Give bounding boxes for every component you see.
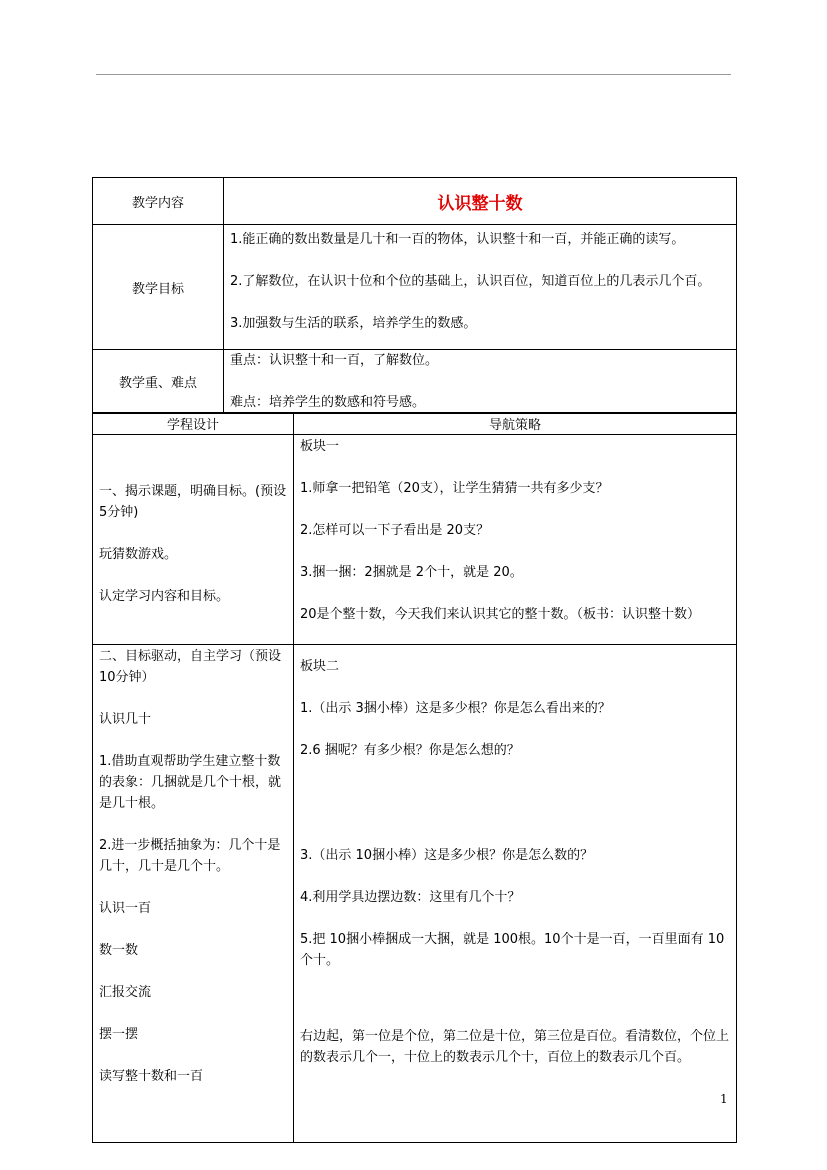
goal-item: 2.了解数位，在认识十位和个位的基础上，认识百位，知道百位上的几表示几个百。 <box>230 274 711 289</box>
goal-item: 3.加强数与生活的联系，培养学生的数感。 <box>230 316 477 331</box>
lesson-plan-table <box>92 177 737 414</box>
block2-item: 4.利用学具边摆边数：这里有几个十？ <box>300 890 521 905</box>
section2-item: 认识一百 <box>99 901 152 916</box>
goals-label: 教学目标 <box>93 225 224 350</box>
block1-item: 2.怎样可以一下子看出是 20支？ <box>300 523 490 538</box>
goals-content <box>224 225 737 350</box>
block1-item: 3.捆一捆：2捆就是 2个十，就是 20。 <box>300 565 523 580</box>
difficulty-point: 难点：培养学生的数感和符号感。 <box>230 395 426 410</box>
key-points-row <box>93 350 737 414</box>
key-point: 重点：认识整十和一百，了解数位。 <box>230 353 439 368</box>
block1-label: 板块一 <box>300 439 340 454</box>
title-label: 教学内容 <box>93 178 224 225</box>
block2-item: 1.（出示 3捆小棒）这是多少根？你是怎么看出来的？ <box>300 701 611 716</box>
section2-item: 认识几十 <box>99 712 152 727</box>
goals-row <box>93 225 737 350</box>
section2-left <box>93 645 294 1143</box>
block2-item: 右边起，第一位是个位，第二位是十位，第三位是百位。看清数位，个位上的数表示几个一，十位上的数表示几个十，百位上的数表示几个百。 <box>300 1029 730 1065</box>
header-rule <box>96 74 731 75</box>
lesson-title: 认识整十数 <box>224 178 737 225</box>
section2-item: 汇报交流 <box>99 985 152 1000</box>
block2-item: 3.（出示 10捆小棒）这是多少根？你是怎么数的？ <box>300 848 594 863</box>
section2-item: 读写整十数和一百 <box>99 1069 204 1084</box>
columns-row <box>93 413 737 435</box>
block1-item: 1.师拿一把铅笔（20支），让学生猜猜一共有多少支？ <box>300 481 609 496</box>
section1-item: 玩猜数游戏。 <box>99 547 178 562</box>
goal-item: 1.能正确的数出数量是几十和一百的物体，认识整十和一百，并能正确的读写。 <box>230 232 685 247</box>
column-header-left: 学程设计 <box>93 413 294 435</box>
section1-left <box>93 435 294 645</box>
section2-item: 1.借助直观帮助学生建立整十数的表象：几捆就是几个十根，就是几十根。 <box>99 754 282 811</box>
section2-heading: 二、目标驱动，自主学习（预设 10分钟） <box>99 649 282 685</box>
page-number: 1 <box>720 1092 728 1106</box>
column-header-right: 导航策略 <box>294 413 737 435</box>
section1-row <box>93 435 737 645</box>
block2-item: 2.6 捆呢？有多少根？你是怎么想的？ <box>300 743 520 758</box>
section2-item: 数一数 <box>99 943 139 958</box>
title-row <box>93 178 737 225</box>
key-points-content <box>224 350 737 414</box>
key-points-label: 教学重、难点 <box>93 350 224 414</box>
section2-item: 摆一摆 <box>99 1027 139 1042</box>
section1-item: 认定学习内容和目标。 <box>99 589 230 604</box>
section1-right <box>294 435 737 645</box>
section1-heading: 一、揭示课题，明确目标。(预设 5分钟) <box>99 484 287 520</box>
section2-right <box>294 645 737 1143</box>
block1-item: 20是个整十数，今天我们来认识其它的整十数。（板书：认识整十数） <box>300 607 701 622</box>
section2-item: 2.进一步概括抽象为：几个十是几十，几十是几个十。 <box>99 838 281 874</box>
section2-row <box>93 645 737 1143</box>
block2-item: 5.把 10捆小棒捆成一大捆，就是 100根。10个十是一百，一百里面有 10个十。 <box>300 932 725 968</box>
lesson-process-table <box>92 412 737 1143</box>
block2-label: 板块二 <box>300 659 340 674</box>
